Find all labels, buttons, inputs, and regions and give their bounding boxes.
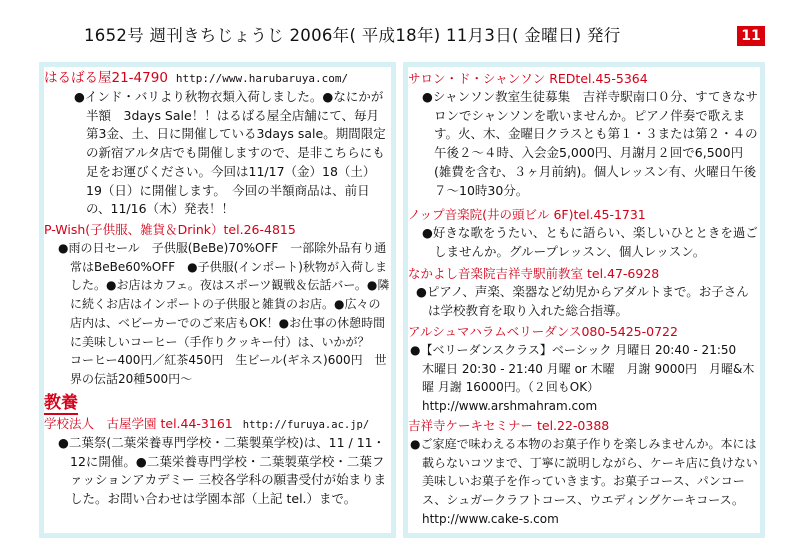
listing-text: [408, 435, 760, 529]
arshu-listing: [408, 322, 760, 416]
listing-text: [44, 88, 391, 219]
page-header: [0, 22, 793, 48]
cake-listing: [408, 416, 760, 529]
school-url[interactable]: http://furuya.ac.jp/: [242, 419, 370, 431]
listing-text: [408, 224, 760, 261]
school-name: 学校法人 古屋学園 tel.44-3161: [44, 416, 233, 431]
education-section: [44, 393, 391, 509]
listing-paragraph: ●ピアノ、声楽、楽器など幼児からアダルトまで。お子さんは学校教育を取り入れた総合指導。: [416, 284, 749, 318]
listing-paragraph: ●インド・バリより秋物衣類入荷しました。●なにかが半額 3days Sale！！はるばる屋全店舗にて、毎月第3金、土、日に開催している3days sale。期間限定の新宿アルタ店でも開催しますので、是非こちらにも足をお運びください。今回は11/17（金）18（土）19（日）に開催します。 今回の半額商品は、前日の、11/16（木）発表！！: [74, 89, 386, 217]
issue-info: 1652号 週刊きちじょうじ 2006年( 平成18年) 11月3日( 金曜日) 発行: [84, 26, 621, 45]
left-column: [39, 62, 396, 538]
listing-title: アルシュマハラムベリーダンス080-5425-0722: [408, 324, 678, 339]
page-number-badge: 11: [737, 26, 765, 46]
school-title: [44, 415, 391, 434]
listing-text: [44, 239, 391, 389]
pwish-listing: [44, 220, 391, 389]
left-panel: [44, 67, 391, 533]
listing-paragraph: ●二葉祭(二葉栄養専門学校・二葉製菓学校)は、11 / 11・12に開催。●二葉栄養専門学校・二葉製菓学校・二葉ファッションアカデミー 三校各学科の願書受付が始まりました。お問い合わせは学園本部（上記 tel.）まで。: [58, 435, 387, 507]
listing-title: サロン・ド・シャンソン REDtel.45-5364: [408, 71, 648, 86]
listing-title: ノップ音楽院(井の頭ビル 6F)tel.45-1731: [408, 207, 646, 222]
shop-url[interactable]: http://www.harubaruya.com/: [175, 72, 349, 85]
listing-title: なかよし音楽院吉祥寺駅前教室 tel.47-6928: [408, 266, 660, 281]
right-panel: [408, 67, 760, 533]
listing-text: [408, 341, 760, 416]
listing-paragraph: ●ご家庭で味わえる本物のお菓子作りを楽しみませんか。本には載らないコツまで、丁寧に説明しながら、ケーキ店に負けない美味しいお菓子を作っていきます。お菓子コース、パンコース、シュガークラフトコース、ウエディングケーキコース。http://www.cake-s.com: [410, 437, 758, 526]
listing-title: P-Wish(子供服、雑貨＆Drink）tel.26-4815: [44, 222, 296, 237]
listing-paragraph: ●雨の日セール 子供服(BeBe)70%OFF 一部除外品有り通常はBeBe60%OFF ●子供服(インポート)秋物が入荷しました。●お店はカフェ。夜はスポーツ観戦＆伝話バー。●隣に続くお店はインポートの子供服と雑貨のお店。●広々の店内は、ベビーカーでのご来店もOK！●お仕事の休憩時間に美味しいコーヒー（手作りクッキー付）は、いかが？ コーヒー400円／紅茶450円 生ビール(ギネス)600円 世界の伝話20種500円～: [58, 241, 390, 386]
shop-name: はるばる屋21-4790: [44, 70, 168, 86]
listing-title: [44, 69, 391, 88]
listing-paragraph: ●【ベリーダンスクラス】ベーシック 月曜日 20:40 - 21:50 木曜日 20:30 - 21:40 月曜 or 木曜 月謝 9000円 月曜&木曜 月謝 16000円。（２回もOK） http://www.arshmahram.com: [410, 343, 755, 414]
section-heading: 教養: [44, 393, 78, 413]
right-column: [403, 62, 765, 538]
listing-text: [408, 283, 760, 320]
listing-paragraph: ●好きな歌をうたい、ともに語らい、楽しいひとときを過ごしませんか。グループレッスン、個人レッスン。: [422, 225, 758, 259]
harubaru-listing: [44, 69, 391, 219]
listing-text: [408, 88, 760, 200]
listing-paragraph: ●シャンソン教室生徒募集 吉祥寺駅南口０分、すてきなサロンでシャンソンを歌いませんか。ピアノ伴奏で歌えます。火、木、金曜日クラスとも第１・３または第２・４の午後２～４時、入会金5,000円、月謝月２回で6,500円(雑費を含む、３ヶ月前納)。個人レッスン有、火曜日午後７～10時30分。: [422, 89, 759, 198]
salon-listing: [408, 69, 760, 200]
nakayoshi-listing: [408, 264, 760, 320]
listing-title: 吉祥寺ケーキセミナー tel.22-0388: [408, 418, 610, 433]
nop-listing: [408, 205, 760, 261]
listing-text: [44, 434, 391, 509]
